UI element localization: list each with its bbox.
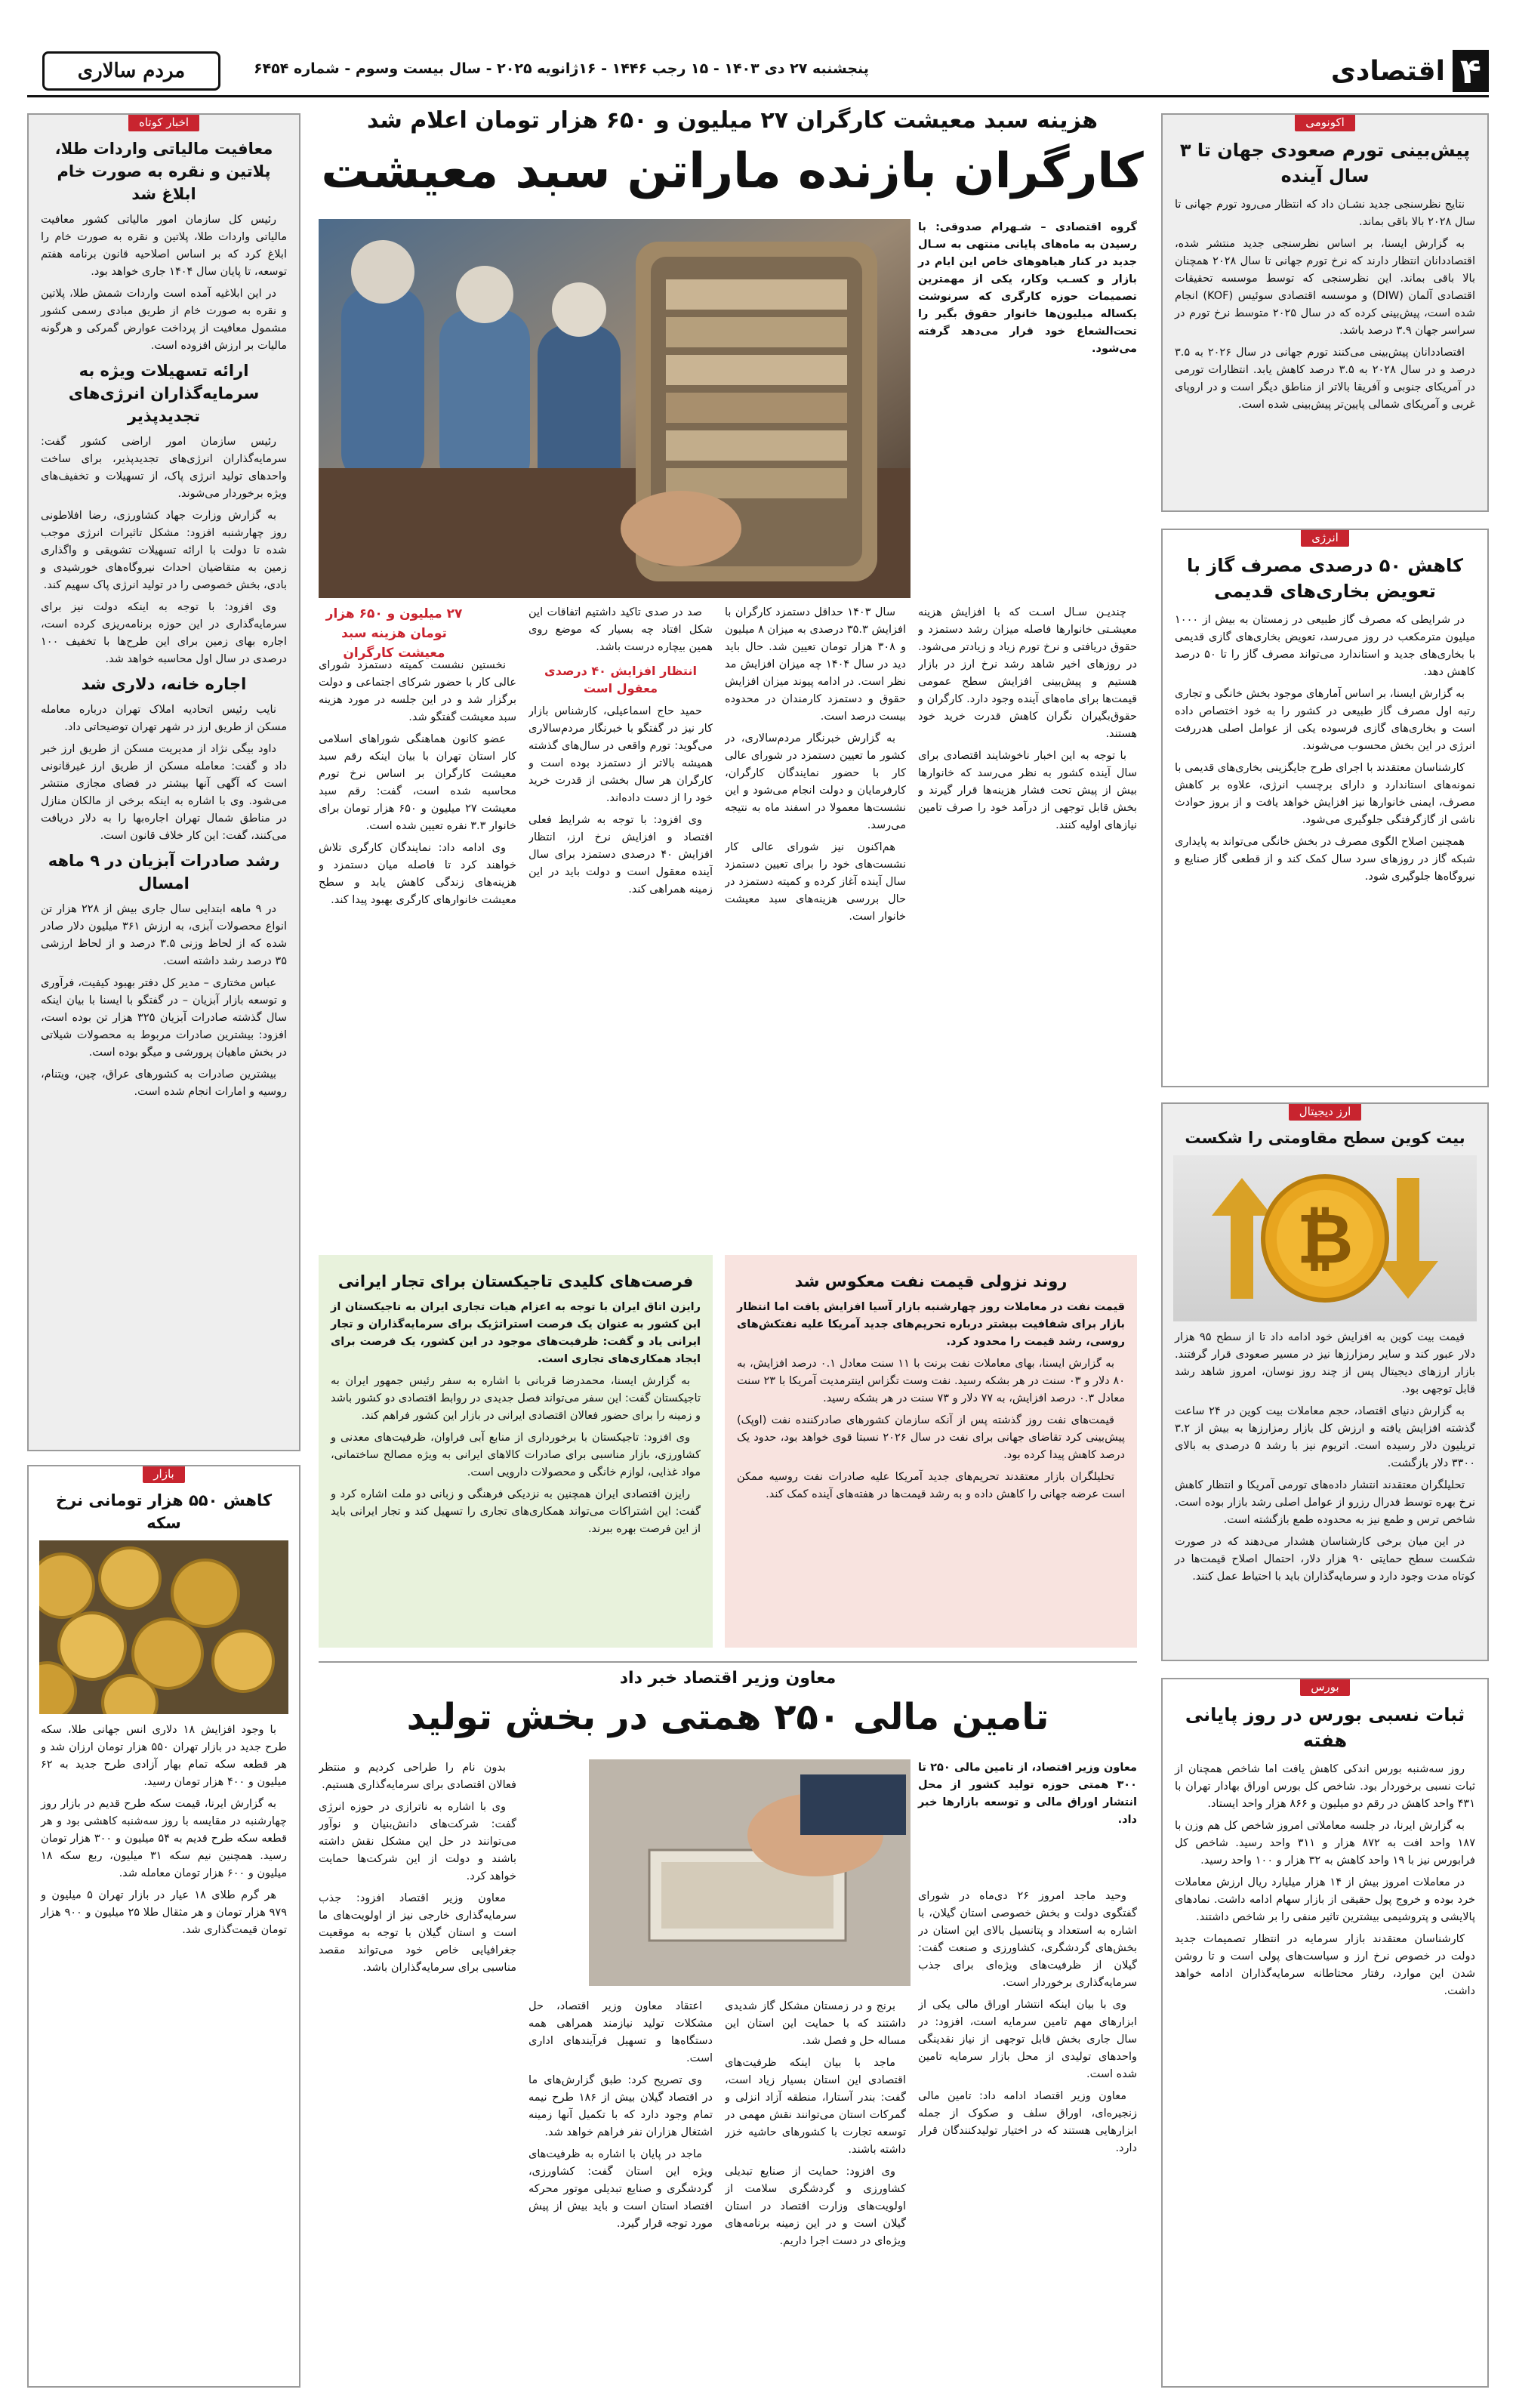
crypto-body: قیمت بیت کوین به افزایش خود ادامه داد تا از سطح ۹۵ هزار دلار عبور کند و سایر رمزارزها نیز در مسیر صعودی قرار گرفتند. بازار ارزهای دیجیتال پس از چند روز نوسان، امروز شاهد رشد قابل توجهی بود. به گزارش دنیای اقتصاد، حجم معاملات بیت کوین در ۲۴ ساعت گذشته افزایش یافته و ارزش کل بازار رمزارزها به بیش از ۳.۲ تریلیون دلار رسیده است. اتریوم نیز با رشد ۵ درصدی به بالای ۳۳۰۰ دلار بازگشت. تحلیلگران معتقدند انتشار داده‌های تورمی آمریکا و انتظار کاهش نرخ بهره توسط فدرال رزرو از عوامل اصلی رشد بازار بوده است. شاخص ترس و طمع نیز به محدوده طمع بازگشته است. در این میان برخی کارشناسان هشدار می‌دهند که در صورت شکست سطح حمایتی ۹۰ هزار دلار، احتمال اصلاح قیمت‌ها در کوتاه مدت وجود دارد و سرمایه‌گذاران باید با احتیاط عمل کنند. [1175, 1331, 1475, 1583]
bitcoin-icon [1174, 1155, 1476, 1321]
energy-tag: انرژی [1301, 529, 1349, 547]
coin-body: با وجود افزایش ۱۸ دلاری انس جهانی طلا، سکه طرح جدید در بازار تهران ۵۵۰ هزار تومان ارزان شد و هر قطعه سکه تمام بهار آزادی طرح جدید به ۶۲ میلیون و ۴۰۰ هزار تومان رسید. به گزارش ایرنا، قیمت سکه طرح قدیم در بازار روز چهارشنبه در مقایسه با روز سه‌شنبه کاهشی بود و هر قطعه سکه طرح قدیم به ۵۴ میلیون و ۳۰۰ هزار تومان رسید. همچنین نیم سکه ۳۱ میلیون، ربع سکه ۱۸ میلیون و ۶۰۰ هزار تومان معامله شد. هر گرم طلای ۱۸ عیار در بازار تهران ۵ میلیون و ۹۷۹ هزار تومان و هر مثقال طلا ۲۵ میلیون و ۹۰۰ هزار تومان قیمت‌گذاری شد. [41, 1724, 288, 1936]
second-col2: برنج و در زمستان مشکل گاز شدیدی داشتند که با حمایت این استان این مساله حل و فصل شد. ماجد با بیان اینکه ظرفیت‌های اقتصادی این استان بسیار زیاد است، گفت: بندر آستارا، منطقه آزاد انزلی و گمرکات استان می‌توانند نقش مهمی در توسعه تجارت با کشورهای حاشیه خزر داشته باشند. وی افزود: حمایت از صنایع تبدیلی کشاورزی و گردشگری سلامت از اولویت‌های وزارت اقتصاد در استان گیلان است و در این زمینه برنامه‌های ویژه‌ای در دست اجرا داریم. [725, 2000, 906, 2247]
lead-col3: صد در صدی تاکید داشتیم اتفاقات این شکل افتاد چه بسیار که موضع روی همین بیچاره درست باشد. انتظار افزایش ۴۰ درصدی معقول است حمید حاج اسماعیلی، کارشناس بازار کار نیز در گفتگو با خبرنگار مردم‌سالاری می‌گوید: تورم واقعی در سال‌های گذشته همیشه بالاتر از دستمزد بوده است و کارگران هر سال بخشی از قدرت خرید خود را از دست داده‌اند. وی افزود: با توجه به شرایط فعلی اقتصاد و افزایش نرخ ارز، انتظار افزایش ۴۰ درصدی دستمزد برای سال آینده معقول است و دولت باید در این زمینه همراهی کند. [528, 606, 713, 896]
second-lead: معاون وزیر اقتصاد، از تامین مالی ۲۵۰ تا ۳۰۰ همتی حوزه تولید کشور از محل انتشار اوراق مالی و توسعه بازارها خبر داد. [918, 1762, 1137, 1826]
oil-body: به گزارش ایسنا، بهای معاملات نفت برنت با ۱۱ سنت معادل ۰.۱ درصد افزایش، به ۸۰ دلار و ۰۳ سنت در هر بشکه رسید. نفت وست تگزاس اینترمدیت آمریکا با ۲۳ سنت معادل ۰.۳ درصد افزایش، به ۷۷ دلار و ۷۳ سنت در هر بشکه رسید. قیمت‌های نفت روز گذشته پس از آنکه سازمان کشورهای صادرکننده نفت (اوپک) پیش‌بینی کرد تقاضای جهانی برای نفت در سال ۲۰۲۶ نسبتا قوی خواهد بود، حدود یک درصد کاهش پیدا کرده بود. تحلیلگران بازار معتقدند تحریم‌های جدید آمریکا علیه صادرات نفت روسیه ممکن است عرضه جهانی را کاهش داده و به رشد قیمت‌ها در هفته‌های آینده کمک کند. [737, 1358, 1125, 1500]
tajik-title: فرصت‌های کلیدی تاجیکستان برای تجار ایرانی [337, 1272, 694, 1290]
oil-box [725, 1255, 1137, 1648]
news-briefs-card [27, 113, 300, 1451]
lead-supertitle: هزینه سبد معیشت کارگران ۲۷ میلیون و ۶۵۰ هزار تومان اعلام شد [366, 107, 1098, 134]
page-number: ۴ [1453, 50, 1489, 92]
crypto-tag: ارز دیجیتال [1289, 1102, 1361, 1121]
crypto-title: بیت کوین سطح مقاومتی را شکست [1185, 1129, 1465, 1147]
newspaper-logo: مردم سالاری [42, 51, 220, 91]
energy-card [1161, 529, 1489, 1087]
workers-photo [319, 219, 911, 598]
tajik-box [319, 1255, 713, 1648]
dateline: پنجشنبه ۲۷ دی ۱۴۰۳ - ۱۵ رجب ۱۴۴۶ - ۱۶ژانویه ۲۰۲۵ - سال بیست وسوم - شماره ۶۴۵۴ [254, 60, 869, 77]
bourse-tag: بورس [1300, 1678, 1349, 1696]
lead-intro: گروه اقتصادی – شـهرام صدوقی: با رسیدن به ماه‌های پایانی منتهی به سـال جدید در کنار هیاهوهای خاص این ایام در بازار و کسـب وکار، یکی از مهمترین تصمیمات حوزه کارگری که سرنوشت یکساله میلیون‌ها خانوار حقوق بگیر را تحت‌الشعاع خود قرار می‌دهد گرفته می‌شود. [918, 221, 1137, 355]
banknotes-hand-image [589, 1759, 911, 1986]
crypto-card [1161, 1102, 1489, 1661]
second-supertitle: معاون وزیر اقتصاد خبر داد [619, 1669, 837, 1688]
lead-col2: سال ۱۴۰۳ حداقل دستمزد کارگران با افزایش ۳۵.۳ درصدی به میزان ۸ میلیون و ۳۰۸ هزار تومان تعیین شد. حال باید دید در سال ۱۴۰۴ چه میزان افزایش مد نظر است. در ادامه پیوند میزان افزایش حقوق و دستمزد کارمندان در محدوده بیست درصد است. به گزارش خبرنگار مردم‌سالاری، در کشور ما تعیین دستمزد در شورای عالی کار با حضور نمایندگان کارگران، کارفرمایان و دولت انجام می‌شود و این نشست‌ها معمولا در اسفند ماه به نتیجه می‌رسد. هم‌اکنون نیز شورای عالی کار نشست‌های خود را برای تعیین دستمزد سال آینده آغاز کرده و کمیته دستمزد در حال بررسی هزینه‌های سبد معیشت خانوار است. [725, 606, 906, 923]
coin-card [27, 1465, 300, 2388]
second-headline: تامین مالی ۲۵۰ همتی در بخش تولید [406, 1696, 1049, 1738]
brief-2-body: رئیس سازمان امور اراضی کشور گفت: سرمایه‌گذاران انرژی‌های تجدیدپذیر، برای ساخت واحدهای تولید انرژی پاک، از تسهیلات و تخفیف‌های ویژه برخوردار می‌شوند. به گزارش وزارت جهاد کشاورزی، رضا افلاطونی روز چهارشنبه افزود: مشکل تاثیرات انرژی موجب شده تا دولت با ارائه تسهیلات تشویقی و واگذاری زمین به متقاضیان احداث نیروگاه‌های خورشیدی و بادی، بخش خصوصی را در تولید انرژی پاک سهیم کند. وی افزود: با توجه به اینکه دولت نیز برای سرمایه‌گذاری در این حوزه برنامه‌ریزی کرده است، اجاره بهای زمین برای این طرح‌ها با تخفیف ۱۰۰ درصدی در سال اول محاسبه خواهد شد. [41, 436, 287, 665]
coin-tag: بازار [143, 1465, 184, 1483]
energy-body: در شرایطی که مصرف گاز طبیعی در زمستان به بیش از ۱۰۰۰ میلیون مترمکعب در روز می‌رسد، تعویض بخاری‌های گازی قدیمی با بخاری‌های جدید و استاندارد می‌تواند مصرف گاز را تا ۵۰ درصد کاهش دهد. به گزارش ایسنا، بر اساس آمارهای موجود بخش خانگی و تجاری رتبه اول مصرف گاز طبیعی در کشور را به خود اختصاص داده است و بخاری‌های گازی فرسوده یکی از عوامل اصلی هدررفت انرژی در این بخش محسوب می‌شوند. کارشناسان معتقدند با اجرای طرح جایگزینی بخاری‌های قدیمی با نمونه‌های استاندارد و دارای برچسب انرژی، علاوه بر کاهش مصرف، ایمنی خانوارها نیز افزایش خواهد یافت و از بروز حوادث ناشی از گازگرفتگی جلوگیری می‌شود. همچنین اصلاح الگوی مصرف در بخش خانگی می‌تواند به پایداری شبکه گاز در روزهای سرد سال کمک کند و از قطعی گاز صنایع و نیروگاه‌ها جلوگیری شود. [1175, 614, 1475, 883]
pull-quote-2: انتظار افزایش ۴۰ درصدی معقول است [544, 664, 697, 695]
lead-col1: چندیـن سـال اسـت که با افزایش هزینه معیشـتی خانوارها فاصله میزان رشد دستمزد و حقوق دریافتی و نرخ تورم زیاد و زیادتر می‌شود. در روزهای اخیر شاهد رشد نرخ ارز در بازار هستیم و پیش‌بینی افزایش سطح عمومی قیمت‌ها برای ماه‌های آینده وجود دارد. کارگران و حقوق‌بگیران نگران کاهش قدرت خرید خود هستند. با توجه به این اخبار ناخوشایند اقتصادی برای سال آینده کشور به نظر می‌رسد که خانوارها بیش از پیش تحت فشار هزینه‌ها قرار گیرند و بخش قابل توجهی از درآمد خود را صرف تامین نیازهای اولیه کنند. [918, 606, 1137, 831]
brief-1-title: معافیت مالیاتی واردات طلا، پلاتین و نقره به صورت خام ابلاغ شد [54, 140, 273, 203]
energy-title: کاهش ۵۰ درصدی مصرف گاز با تعویض بخاری‌های قدیمی [1187, 555, 1463, 602]
masthead [27, 47, 1489, 97]
second-col1: وحید ماجد امروز ۲۶ دی‌ماه در شورای گفتگوی دولت و بخش خصوصی استان گیلان، با اشاره به استعداد و پتانسیل بالای این استان در بخش‌های گردشگری، کشاورزی و صنعت گفت: گیلان از ظرفیت‌های ویژه‌ای برای جذب سرمایه‌گذاری برخوردار است. وی با بیان اینکه انتشار اوراق مالی یکی از ابزارهای مهم تامین سرمایه است، افزود: در سال جاری بخش قابل توجهی از نیاز نقدینگی واحدهای تولیدی از محل بازار سرمایه تامین شده است. معاون وزیر اقتصاد ادامه داد: تامین مالی زنجیره‌ای، اوراق سلف و صکوک از جمله ابزارهایی هستند که در اختیار تولیدکنندگان قرار دارد. [918, 1890, 1137, 2154]
oil-lead: قیمت نفت در معاملات روز چهارشنبه بازار آسیا افزایش یافت اما انتظار بازار برای شفافیت بیشتر درباره تحریم‌های جدید آمریکا علیه نفتکش‌های روسی، رشد قیمت را محدود کرد. [737, 1301, 1125, 1348]
workers-banknotes-image [319, 219, 911, 598]
story-divider [319, 1661, 1137, 1663]
cash-photo [589, 1759, 911, 1986]
svg-text:₿: ₿ [1296, 1198, 1354, 1279]
tajik-body: به گزارش ایسنا، محمدرضا قربانی با اشاره به سفر رئیس جمهور ایران به تاجیکستان گفت: این سفر می‌تواند فصل جدیدی در روابط اقتصادی دو کشور باشد و زمینه را برای حضور فعالان اقتصادی ایرانی در بازار این کشور فراهم کند. وی افزود: تاجیکستان با برخورداری از منابع آبی فراوان، ظرفیت‌های معدنی و کشاورزی، بازار مناسبی برای صادرات کالاهای ایرانی به ویژه مصالح ساختمانی، مواد غذایی، لوازم خانگی و محصولات دارویی است. رایزن اقتصادی ایران همچنین به نزدیکی فرهنگی و زبانی دو ملت اشاره کرد و گفت: این اشتراکات می‌تواند همکاری‌های تجاری را تسهیل کند و تجار ایرانی باید از این فرصت بهره ببرند. [331, 1375, 701, 1535]
brief-2-title: ارائه تسهیلات ویژه به سرمایه‌گذاران انرژی‌های تجدیدپذیر [68, 362, 260, 425]
brief-4-title: رشد صادرات آبزیان در ۹ ماهه امسال [48, 852, 280, 893]
lead-headline: کارگران بازنده ماراتن سبد معیشت [321, 143, 1144, 199]
pull-quote: ۲۷ میلیون و ۶۵۰ هزار تومان هزینه سبد معیشت کارگران [325, 606, 463, 661]
second-col4: بدون نام را طراحی کردیم و منتظر فعالان اقتصادی برای سرمایه‌گذاری هستیم. وی با اشاره به ناترازی در حوزه انرژی گفت: شرکت‌های دانش‌بنیان و نوآور می‌توانند در حل این مشکل نقش داشته باشند و دولت از این شرکت‌ها حمایت خواهد کرد. معاون وزیر اقتصاد افزود: جذب سرمایه‌گذاری خارجی نیز از اولویت‌های ما است و استان گیلان با توجه به موقعیت جغرافیایی خاص خود می‌تواند مقصد مناسبی برای سرمایه‌گذاران باشد. [319, 1762, 516, 1974]
coin-title: کاهش ۵۵۰ هزار تومانی نرخ سکه [55, 1491, 273, 1532]
news-briefs-tag: اخبار کوتاه [128, 113, 199, 131]
brief-3-body: نایب رئیس اتحادیه املاک تهران درباره معامله مسکن از طریق ارز در شهر تهران توضیحاتی داد. داود بیگی نژاد از مدیریت مسکن از طریق ارز خبر داد و گفت: معامله مسکن از طریق ارز غیرقانونی است که آگهی آنها بیشتر در فضای مجازی منتشر می‌شود. وی با اشاره به اینکه برخی از مالکان منازل در مناطق شمال تهران اجاره‌بها را به دلار دریافت می‌کنند، گفت: این کار خلاف قانون است. [41, 704, 287, 842]
brief-1-body: رئیس کل سازمان امور مالیاتی کشور معافیت مالیاتی واردات طلا، پلاتین و نقره به صورت خام را ابلاغ کرد که بر اساس اصلاحیه قانون برنامه هفتم توسعه، تا پایان سال ۱۴۰۴ جاری خواهد بود. در این ابلاغیه آمده است واردات شمش طلا، پلاتین و نقره به صورت خام از طریق مبادی رسمی کشور مشمول معافیت از پرداخت عوارض گمرکی و هرگونه مالیات بر ارزش افزوده است. [41, 214, 287, 352]
brief-4-body: در ۹ ماهه ابتدایی سال جاری بیش از ۲۲۸ هزار تن انواع محصولات آبزی، به ارزش ۳۶۱ میلیون دلار صادر شده که از لحاظ وزنی ۳.۵ درصد و از لحاظ ارزشی ۳۵ درصد رشد داشته است. عباس مختاری – مدیر کل دفتر بهبود کیفیت، فرآوری و توسعه بازار آبزیان – در گفتگو با ایسنا با بیان اینکه سال گذشته صادرات آبزیان ۳۲۵ هزار تن بوده است، افزود: بیشترین صادرات مربوط به محصولات شیلاتی در بخش ماهیان پرورشی و میگو بوده است. بیشترین صادرات به کشورهای عراق، چین، ویتنام، روسیه و امارات انجام شده است. [41, 903, 288, 1098]
economy-title: پیش‌بینی تورم صعودی جهان تا ۳ سال آینده [1179, 140, 1471, 187]
second-col3: اعتقاد معاون وزیر اقتصاد، حل مشکلات تولید نیازمند همراهی همه دستگاه‌ها و تسهیل فرآیندهای اداری است. وی تصریح کرد: طبق گزارش‌های ما در اقتصاد گیلان بیش از ۱۸۶ طرح نیمه تمام وجود دارد که با تکمیل آنها زمینه اشتغال هزاران نفر فراهم خواهد شد. ماجد در پایان با اشاره به ظرفیت‌های ویژه این استان گفت: کشاورزی، گردشگری و صنایع تبدیلی موتور محرکه اقتصاد استان است و باید بیش از پیش مورد توجه قرار گیرد. [528, 2000, 713, 2230]
bitcoin-image [1173, 1155, 1477, 1321]
bourse-card [1161, 1678, 1489, 2388]
tajik-lead: رایزن اتاق ایران با توجه به اعزام هیات تجاری ایران به تاجیکستان از این کشور به عنوان یک فرصت استراتژیک برای سرمایه‌گذاران و تجار ایرانی یاد و گفت: ظرفیت‌های موجود در این کشور، یک فرصت برای ایجاد همکاری‌های تجاری است. [331, 1301, 701, 1365]
gold-coins-image [39, 1540, 288, 1714]
economy-tag: اکونومی [1295, 113, 1355, 131]
section-name: اقتصادی [1330, 55, 1445, 87]
bourse-title: ثبات نسبی بورس در روز پایانی هفته [1185, 1704, 1465, 1751]
lead-col4: نخستین نشست کمیته دستمزد شورای عالی کار با حضور شرکای اجتماعی و دولت برگزار شد و در این جلسه در مورد هزینه سبد معیشت گفتگو شد. عضو کانون هماهنگی شوراهای اسلامی کار استان تهران با بیان اینکه رقم سبد معیشت کارگران بر اساس نرخ تورم محاسبه شده است، گفت: رقم سبد معیشت ۲۷ میلیون و ۶۵۰ هزار تومان برای خانوار ۳.۳ نفره تعیین شده است. وی ادامه داد: نمایندگان کارگری تلاش خواهند کرد تا فاصله میان دستمزد و هزینه‌های زندگی کاهش یابد و سطح معیشت خانوارهای کارگری بهبود پیدا کند. [319, 659, 516, 906]
gold-coin-icon [39, 1540, 288, 1714]
oil-title: روند نزولی قیمت نفت معکوس شد [794, 1272, 1068, 1290]
section-label [1331, 50, 1489, 92]
bourse-body: روز سه‌شنبه بورس اندکی کاهش یافت اما شاخص همچنان از ثبات نسبی برخوردار بود. شاخص کل بورس اوراق بهادار تهران با ۴۳۱ واحد کاهش در رقم دو میلیون و ۸۶۶ هزار واحد ایستاد. به گزارش ایرنا، در جلسه معاملاتی امروز شاخص کل هم وزن با ۱۸۷ واحد افت به ۸۷۲ هزار و ۳۱۱ واحد رسید. شاخص کل فرابورس نیز با ۱۹ واحد کاهش به ۳۲ هزار و ۱۰۰ واحد رسید. در معاملات امروز بیش از ۱۴ هزار میلیارد ریال ارزش معاملات خرد بوده و خروج پول حقیقی از بازار سهام ادامه داشت. نمادهای پالایشی و پتروشیمی بیشترین تاثیر منفی را بر شاخص داشتند. کارشناسان معتقدند بازار سرمایه در انتظار تصمیمات جدید دولت در خصوص نرخ ارز و سیاست‌های پولی است و تا روشن شدن این موارد، رفتار محتاطانه سرمایه‌گذاران ادامه خواهد داشت. [1175, 1763, 1475, 1997]
economy-body: نتایج نظرسنجی جدید نشـان داد که انتظار می‌رود تورم جهانی تا سال ۲۰۲۸ بالا باقی بماند. به گزارش ایسنا، بر اساس نظرسنجی جدید منتشر شده، اقتصاددانان انتظار دارند که نرخ تورم جهانی تا سال ۲۰۲۸ همچنان بالا باقی بماند. این نظرسنجی که توسط موسسه تحقیقات اقتصادی آلمان (DIW) و موسسه اقتصادی سوئیس (KOF) انجام شده است، پیش‌بینی کرده که در سال ۲۰۲۵ متوسط نرخ تورم در سراسر جهان ۳.۹ درصد باشد. اقتصاددانان پیش‌بینی می‌کنند تورم جهانی در سال ۲۰۲۶ به ۳.۵ درصد و در سال ۲۰۲۸ به ۳.۵ درصد کاهش یابد. انتظارات تورمی در آمریکای جنوبی و آفریقا بالاتر از مناطق دیگر است و در اروپای غربی و آمریکای شمالی پایین‌تر پیش‌بینی شده است. [1175, 199, 1476, 411]
economy-card [1161, 113, 1489, 512]
brief-3-title: اجاره خانه، دلاری شد [81, 675, 247, 693]
